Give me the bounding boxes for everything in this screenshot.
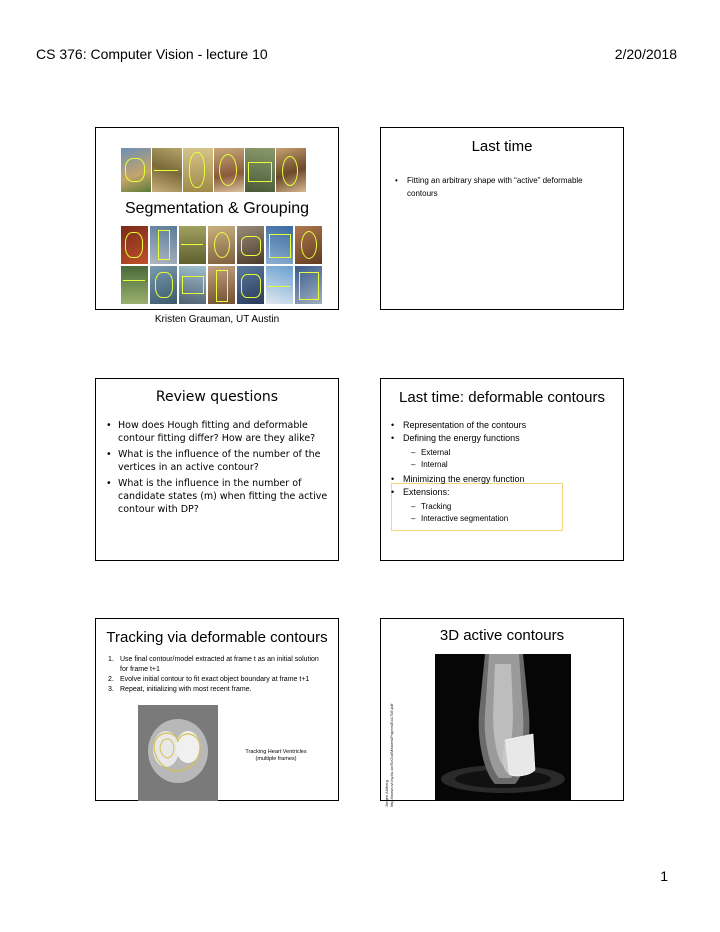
segmentation-thumbnail bbox=[245, 148, 275, 192]
slide-review-questions bbox=[95, 378, 339, 561]
sub-bullet-item: – External bbox=[411, 447, 616, 459]
slide-title: Review questions bbox=[155, 389, 279, 405]
slide-last-time-deformable-contours bbox=[380, 378, 624, 561]
segmentation-thumbnail bbox=[295, 266, 322, 304]
segmentation-thumbnail bbox=[237, 266, 264, 304]
slide-3d-active-contours bbox=[380, 618, 624, 807]
steps-list bbox=[108, 655, 328, 695]
slide-title: Last time: deformable contours bbox=[399, 389, 605, 406]
slide-segmentation-grouping bbox=[95, 127, 339, 325]
sub-bullet-item: – Interactive segmentation bbox=[411, 513, 616, 525]
bullet-item: • How does Hough fitting and deformable contour fitting differ? How are they alike? bbox=[106, 419, 331, 445]
bullet-item: • Defining the energy functions – External – Internal bbox=[391, 432, 616, 471]
bullet-list bbox=[391, 419, 616, 527]
segmentation-thumbnail bbox=[208, 266, 235, 304]
bullet-item: • Extensions: – Tracking – Interactive segmentation bbox=[391, 486, 616, 525]
segmentation-image-row-top bbox=[121, 148, 306, 192]
segmentation-image-grid bbox=[121, 226, 321, 304]
segmentation-thumbnail bbox=[208, 226, 235, 264]
header-date: 2/20/2018 bbox=[614, 46, 677, 62]
slide-title: 3D active contours bbox=[439, 627, 565, 644]
slide-title: Tracking via deformable contours bbox=[106, 629, 328, 646]
segmentation-thumbnail bbox=[121, 226, 148, 264]
segmentation-thumbnail bbox=[266, 266, 293, 304]
step-item: 2. Evolve initial contour to fit exact object boundary at frame t+1 bbox=[108, 676, 310, 683]
slide-title: Segmentation & Grouping bbox=[124, 200, 310, 217]
bullet-item: • What is the influence of the number of the vertices in an active contour? bbox=[106, 448, 331, 474]
bullet-list bbox=[395, 174, 605, 200]
step-item: 1. Use final contour/model extracted at frame t as an initial solution for frame t+1 bbox=[108, 656, 319, 673]
segmentation-thumbnail bbox=[150, 266, 177, 304]
bullet-item: • What is the influence in the number of candidate states (m) when fitting the active contour with DP? bbox=[106, 477, 331, 516]
segmentation-thumbnail bbox=[183, 148, 213, 192]
segmentation-thumbnail bbox=[179, 226, 206, 264]
segmentation-thumbnail bbox=[276, 148, 306, 192]
segmentation-thumbnail bbox=[121, 266, 148, 304]
segmentation-thumbnail bbox=[152, 148, 182, 192]
segmentation-thumbnail bbox=[179, 266, 206, 304]
bullet-item: • Minimizing the energy function bbox=[391, 473, 616, 486]
segmentation-thumbnail bbox=[266, 226, 293, 264]
image-credit: Jörgen Ahlberg http://www.cvl.isy.liu.se/ScOut/Masters/Papers/Ex1708.pdf bbox=[384, 703, 394, 807]
header-course: CS 376: Computer Vision - lecture 10 bbox=[36, 46, 268, 62]
page-number: 1 bbox=[660, 868, 668, 884]
segmentation-thumbnail bbox=[237, 226, 264, 264]
segmentation-thumbnail bbox=[121, 148, 151, 192]
bullet-list bbox=[106, 419, 331, 519]
slide-author: Kristen Grauman, UT Austin bbox=[154, 314, 280, 325]
heart-ventricle-image bbox=[138, 705, 218, 801]
mri-3d-contour-image bbox=[435, 654, 571, 801]
segmentation-thumbnail bbox=[214, 148, 244, 192]
segmentation-thumbnail bbox=[150, 226, 177, 264]
heart-caption: Tracking Heart Ventricles (multiple frames) bbox=[245, 749, 307, 762]
bullet-item: • Fitting an arbitrary shape with “active” deformable contours bbox=[395, 174, 605, 200]
sub-bullet-item: – Internal bbox=[411, 459, 616, 471]
step-item: 3. Repeat, initializing with most recent frame. bbox=[108, 686, 252, 693]
sub-bullet-item: – Tracking bbox=[411, 501, 616, 513]
slide-title: Last time bbox=[471, 138, 533, 155]
slide-tracking-deformable-contours bbox=[95, 618, 339, 801]
slide-last-time bbox=[380, 127, 624, 310]
bullet-item: • Representation of the contours bbox=[391, 419, 616, 432]
segmentation-thumbnail bbox=[295, 226, 322, 264]
